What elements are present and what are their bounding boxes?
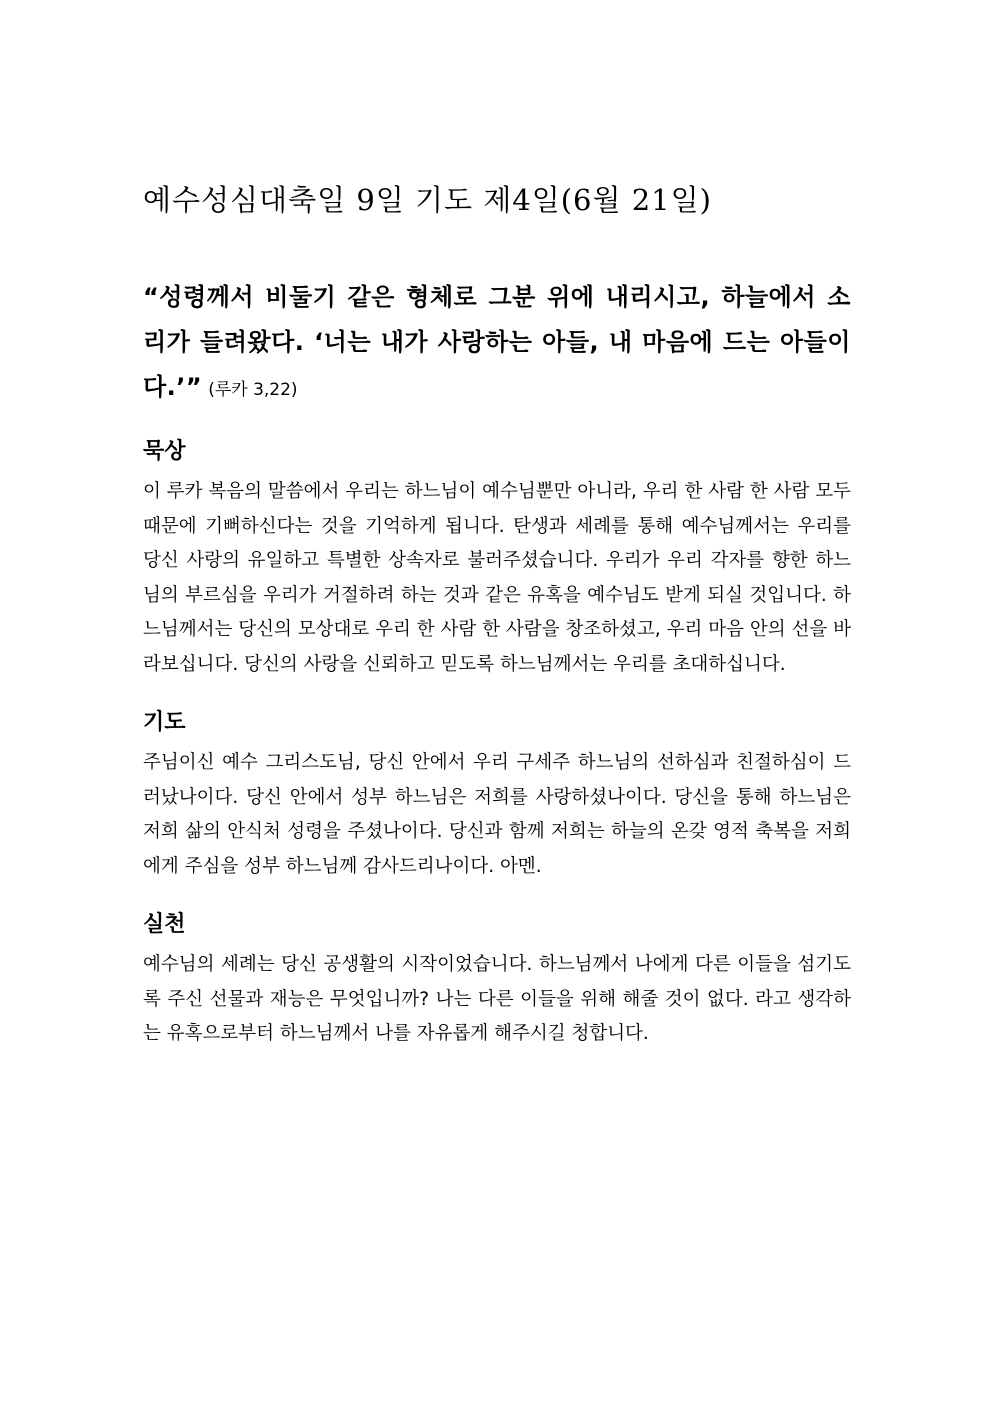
- section-heading: 기도: [143, 710, 186, 735]
- document-title: 예수성심대축일 9일 기도 제4일(6월 21일): [143, 183, 712, 217]
- section-heading: 묵상: [143, 439, 186, 464]
- section-heading: 실천: [143, 912, 186, 937]
- document-page: [143, 180, 851, 1052]
- section-body: 주님이신 예수 그리스도님, 당신 안에서 우리 구세주 하느님의 선하심과 친절하심이 드러났나이다. 당신 안에서 성부 하느님은 저희를 사랑하셨나이다. 당신을 통해 하느님은 저희 삶의 안식처 성령을 주셨나이다. 당신과 함께 저희는 하늘의 온갖 영적 축복을 저희에게 주심을 성부 하느님께 감사드리나이다. 아멘.: [143, 752, 851, 877]
- section-body: 이 루카 복음의 말씀에서 우리는 하느님이 예수님뿐만 아니라, 우리 한 사람 한 사람 모두 때문에 기뻐하신다는 것을 기억하게 됩니다. 탄생과 세례를 통해 예수님께서는 우리를 당신 사랑의 유일하고 특별한 상속자로 불러주셨습니다. 우리가 우리 각자를 향한 하느님의 부르심을 우리가 거절하려 하는 것과 같은 유혹을 예수님도 받게 되실 것입니다. 하느님께서는 당신의 모상대로 우리 한 사람 한 사람을 창조하셨고, 우리 마음 안의 선을 바라보십니다. 당신의 사랑을 신뢰하고 믿도록 하느님께서는 우리를 초대하십니다.: [143, 481, 851, 675]
- verse-text: “성령께서 비둘기 같은 형체로 그분 위에 내리시고, 하늘에서 소리가 들려왔다. ‘너는 내가 사랑하는 아들, 내 마음에 드는 아들이다.’”: [143, 283, 851, 401]
- section-meditation: [143, 435, 851, 682]
- scripture-verse: [143, 275, 851, 413]
- verse-reference: (루카 3,22): [208, 380, 298, 400]
- section-prayer: [143, 706, 851, 884]
- section-body: 예수님의 세례는 당신 공생활의 시작이었습니다. 하느님께서 나에게 다른 이들을 섬기도록 주신 선물과 재능은 무엇입니까? 나는 다른 이들을 위해 해줄 것이 없다. 라고 생각하는 유혹으로부터 하느님께서 나를 자유롭게 해주시길 청합니다.: [143, 954, 851, 1044]
- section-practice: [143, 908, 851, 1052]
